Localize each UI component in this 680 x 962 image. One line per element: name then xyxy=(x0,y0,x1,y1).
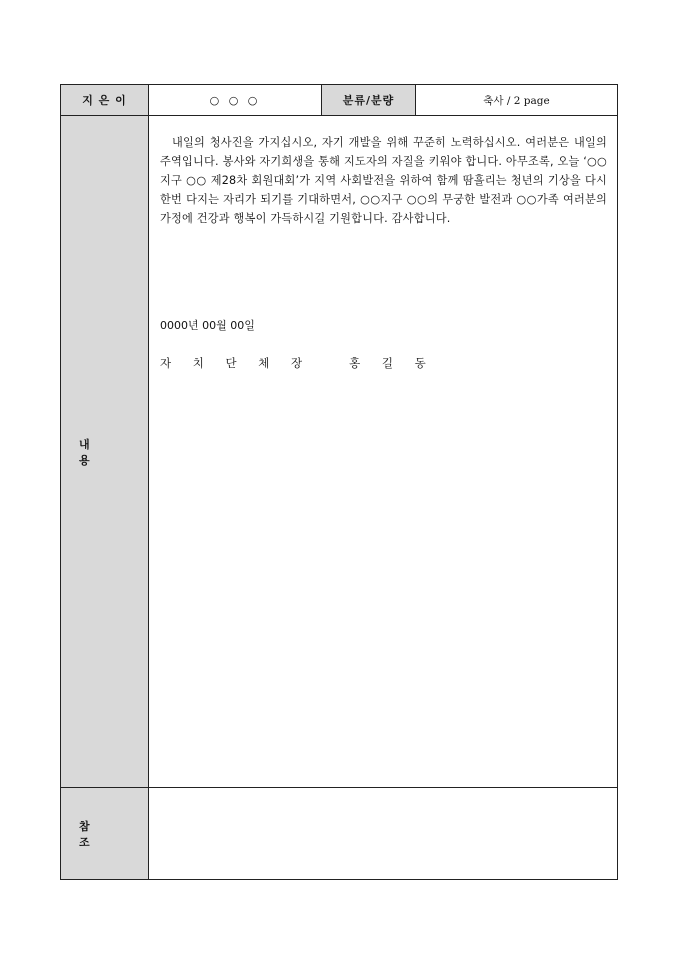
signer-name: 자 치 단 체 장 홍 길 동 xyxy=(160,356,435,370)
reference-row xyxy=(61,788,617,879)
category-value: 축사 / 2 page xyxy=(483,94,550,107)
reference-label xyxy=(61,788,149,879)
content-label xyxy=(61,116,149,787)
author-label: 지 은 이 xyxy=(61,85,149,115)
speech-date: 0000년 00월 00일 xyxy=(160,319,255,332)
content-row xyxy=(61,116,617,788)
header-row xyxy=(61,85,617,116)
author-value: ○ ○ ○ xyxy=(149,85,322,115)
content-label-text: 내 용 xyxy=(79,437,108,467)
reference-label-text: 참 조 xyxy=(79,819,108,849)
content-paragraph: 내일의 청사진을 가지십시오, 자기 개발을 위해 꾸준히 노력하십시오. 여러분은 내일의 주역입니다. 봉사와 자기희생을 통해 지도자의 자질을 키워야 합니다. 아무조록, 오늘 ‘○○지구 ○○ 제28차 회원대회’가 지역 사회발전을 위하여 함께 땀흘리는 청년의 기상을 다시 한번 다지는 자리가 되기를 기대하면서, ○○지구 ○○의 무궁한 발전과 ○○가족 여러분의 가정에 건강과 행복이 가득하시길 기원합니다. 감사합니다. xyxy=(160,136,607,225)
document-form xyxy=(60,84,618,880)
reference-value xyxy=(149,788,617,879)
content-body xyxy=(160,133,607,228)
category-label: 분류/분량 xyxy=(322,85,416,115)
